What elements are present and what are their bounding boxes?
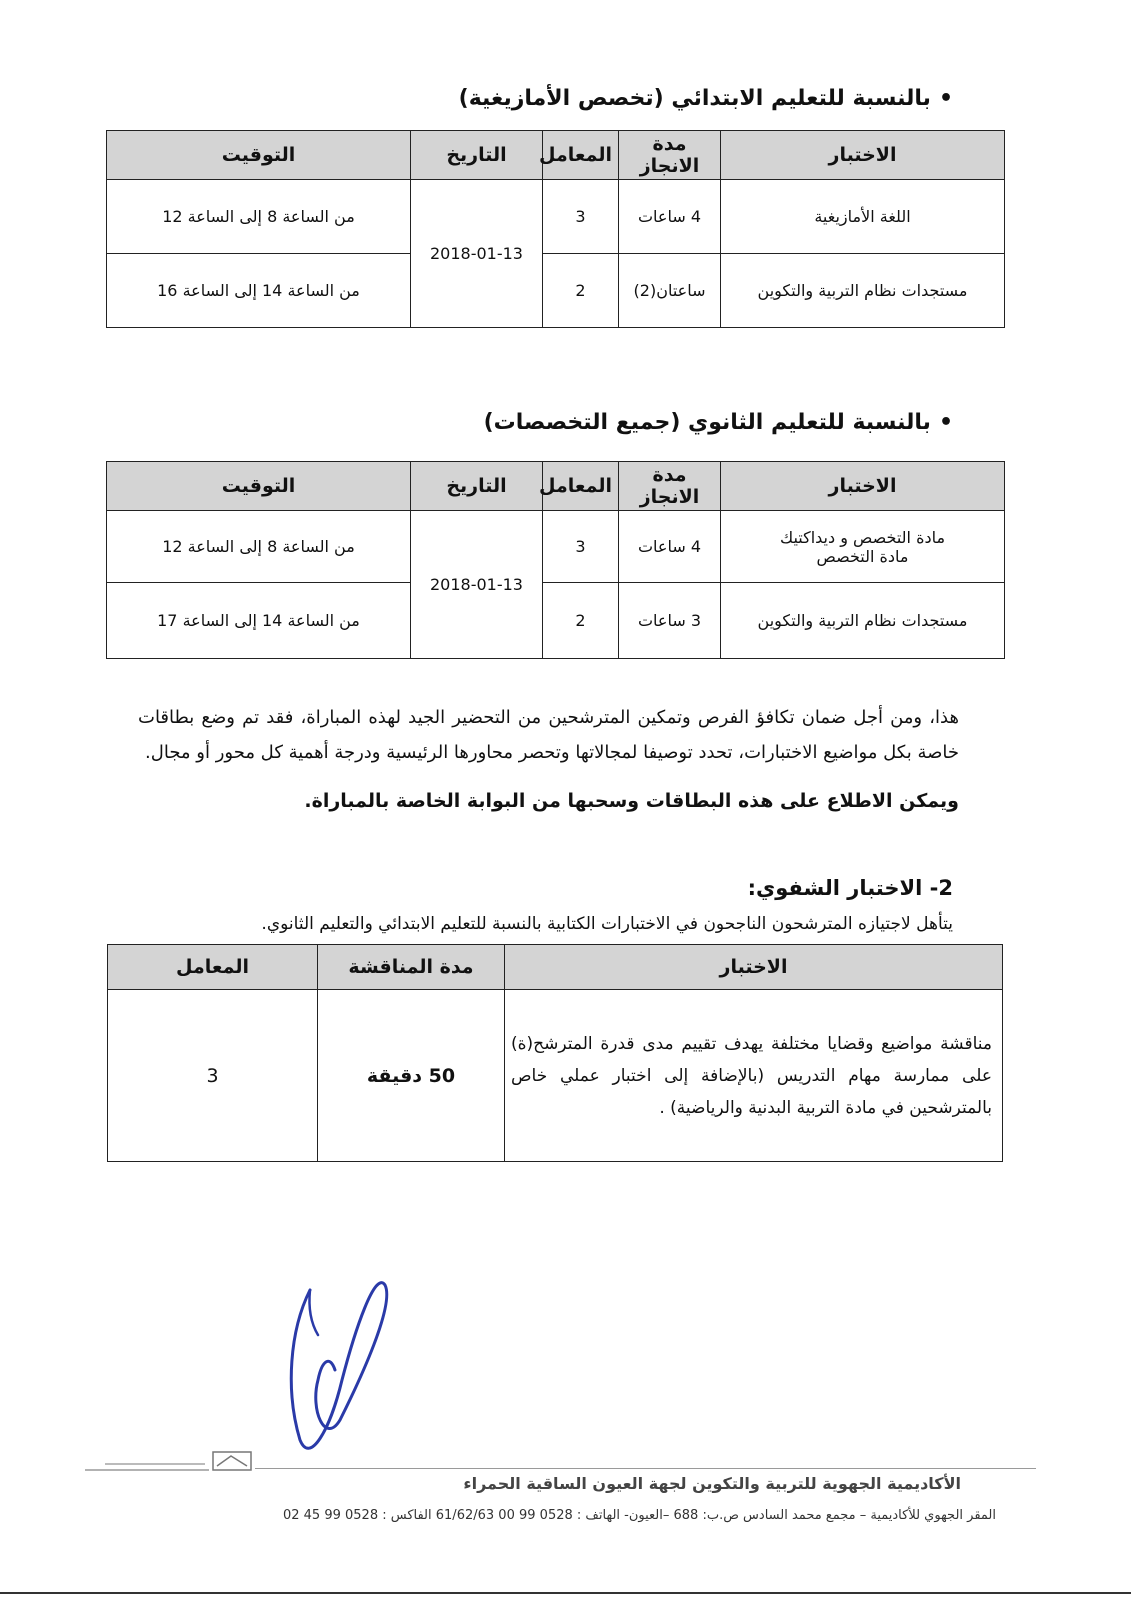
footer-academy-name: الأكاديمية الجهوية للتربية والتكوين لجهة العيون الساقية الحمراء bbox=[463, 1474, 961, 1493]
cell-date: 2018-01-13 bbox=[411, 511, 543, 659]
cell-time: من الساعة 14 إلى الساعة 17 bbox=[107, 583, 411, 659]
cell-exam: اللغة الأمازيغية bbox=[721, 180, 1005, 254]
cell-date: 2018-01-13 bbox=[411, 180, 543, 328]
academy-logo bbox=[85, 1448, 255, 1478]
table-row bbox=[107, 511, 1005, 583]
oral-exam-title: 2- الاختبار الشفوي: bbox=[747, 876, 953, 900]
header-exam: الاختبار bbox=[721, 462, 1005, 511]
header-duration: مدة الانجاز bbox=[619, 131, 721, 180]
header-time: التوقيت bbox=[107, 131, 411, 180]
header-duration: مدة الانجاز bbox=[619, 462, 721, 511]
header-date: التاريخ bbox=[411, 462, 543, 511]
primary-section-title: •بالنسبة للتعليم الابتدائي (تخصص الأمازيغية) bbox=[458, 86, 953, 111]
cell-coef: 3 bbox=[108, 990, 318, 1162]
table-row bbox=[107, 180, 1005, 254]
cell-duration: 4 ساعات bbox=[619, 180, 721, 254]
header-discussion-duration: مدة المناقشة bbox=[318, 945, 505, 990]
header-exam: الاختبار bbox=[721, 131, 1005, 180]
cell-coef: 2 bbox=[543, 254, 619, 328]
cell-time: من الساعة 14 إلى الساعة 16 bbox=[107, 254, 411, 328]
info-paragraph-bold: ويمكن الاطلاع على هذه البطاقات وسحبها من البوابة الخاصة بالمباراة. bbox=[304, 790, 959, 812]
cell-exam: مستجدات نظام التربية والتكوين bbox=[721, 583, 1005, 659]
table-header-row bbox=[108, 945, 1003, 990]
cell-duration: 3 ساعات bbox=[619, 583, 721, 659]
cell-duration: ساعتان(2) bbox=[619, 254, 721, 328]
secondary-exam-table bbox=[106, 461, 1005, 659]
cell-duration: 4 ساعات bbox=[619, 511, 721, 583]
oral-exam-subtitle: يتأهل لاجتيازه المترشحون الناجحون في الاختبارات الكتابية بالنسبة للتعليم الابتدائي والتعليم الثانوي. bbox=[261, 914, 953, 934]
cell-coef: 2 bbox=[543, 583, 619, 659]
table-row bbox=[108, 990, 1003, 1162]
cell-exam: مناقشة مواضيع وقضايا مختلفة يهدف تقييم مدى قدرة المترشح(ة) على ممارسة مهام التدريس (بالإضافة إلى اختبار عملي خاص بالمترشحين في مادة التربية البدنية والرياضية) . bbox=[505, 990, 1003, 1162]
footer-address: المقر الجهوي للأكاديمية – مجمع محمد السادس ص.ب: 688 –العيون- الهاتف : 0528 99 00 61/62/63 الفاكس : 0528 99 45 02 bbox=[282, 1508, 996, 1523]
signature bbox=[270, 1260, 410, 1460]
bullet-icon: • bbox=[938, 86, 953, 111]
cell-coef: 3 bbox=[543, 511, 619, 583]
cell-time: من الساعة 8 إلى الساعة 12 bbox=[107, 511, 411, 583]
cell-exam: مادة التخصص و ديداكتيك مادة التخصص bbox=[721, 511, 1005, 583]
bottom-rule bbox=[0, 1592, 1131, 1594]
cell-exam: مستجدات نظام التربية والتكوين bbox=[721, 254, 1005, 328]
cell-duration: 50 دقيقة bbox=[318, 990, 505, 1162]
bullet-icon: • bbox=[938, 410, 953, 435]
info-paragraph: هذا، ومن أجل ضمان تكافؤ الفرص وتمكين المترشحين من التحضير الجيد لهذه المباراة، فقد تم وضع بطاقات خاصة بكل مواضيع الاختبارات، تحدد توصيفا لمجالاتها وتحصر محاورها الرئيسية ودرجة أهمية كل محور أو مجال. bbox=[138, 707, 959, 763]
table-row bbox=[107, 254, 1005, 328]
cell-time: من الساعة 8 إلى الساعة 12 bbox=[107, 180, 411, 254]
table-header-row bbox=[107, 131, 1005, 180]
footer-divider bbox=[255, 1468, 1036, 1469]
oral-exam-table bbox=[107, 944, 1003, 1162]
header-coef: المعامل bbox=[108, 945, 318, 990]
table-row bbox=[107, 583, 1005, 659]
secondary-section-title: •بالنسبة للتعليم الثانوي (جميع التخصصات) bbox=[483, 410, 953, 435]
header-date: التاريخ bbox=[411, 131, 543, 180]
header-coef: المعامل bbox=[543, 131, 619, 180]
cell-coef: 3 bbox=[543, 180, 619, 254]
primary-exam-table bbox=[106, 130, 1005, 328]
header-coef: المعامل bbox=[543, 462, 619, 511]
table-header-row bbox=[107, 462, 1005, 511]
header-time: التوقيت bbox=[107, 462, 411, 511]
header-exam: الاختبار bbox=[505, 945, 1003, 990]
